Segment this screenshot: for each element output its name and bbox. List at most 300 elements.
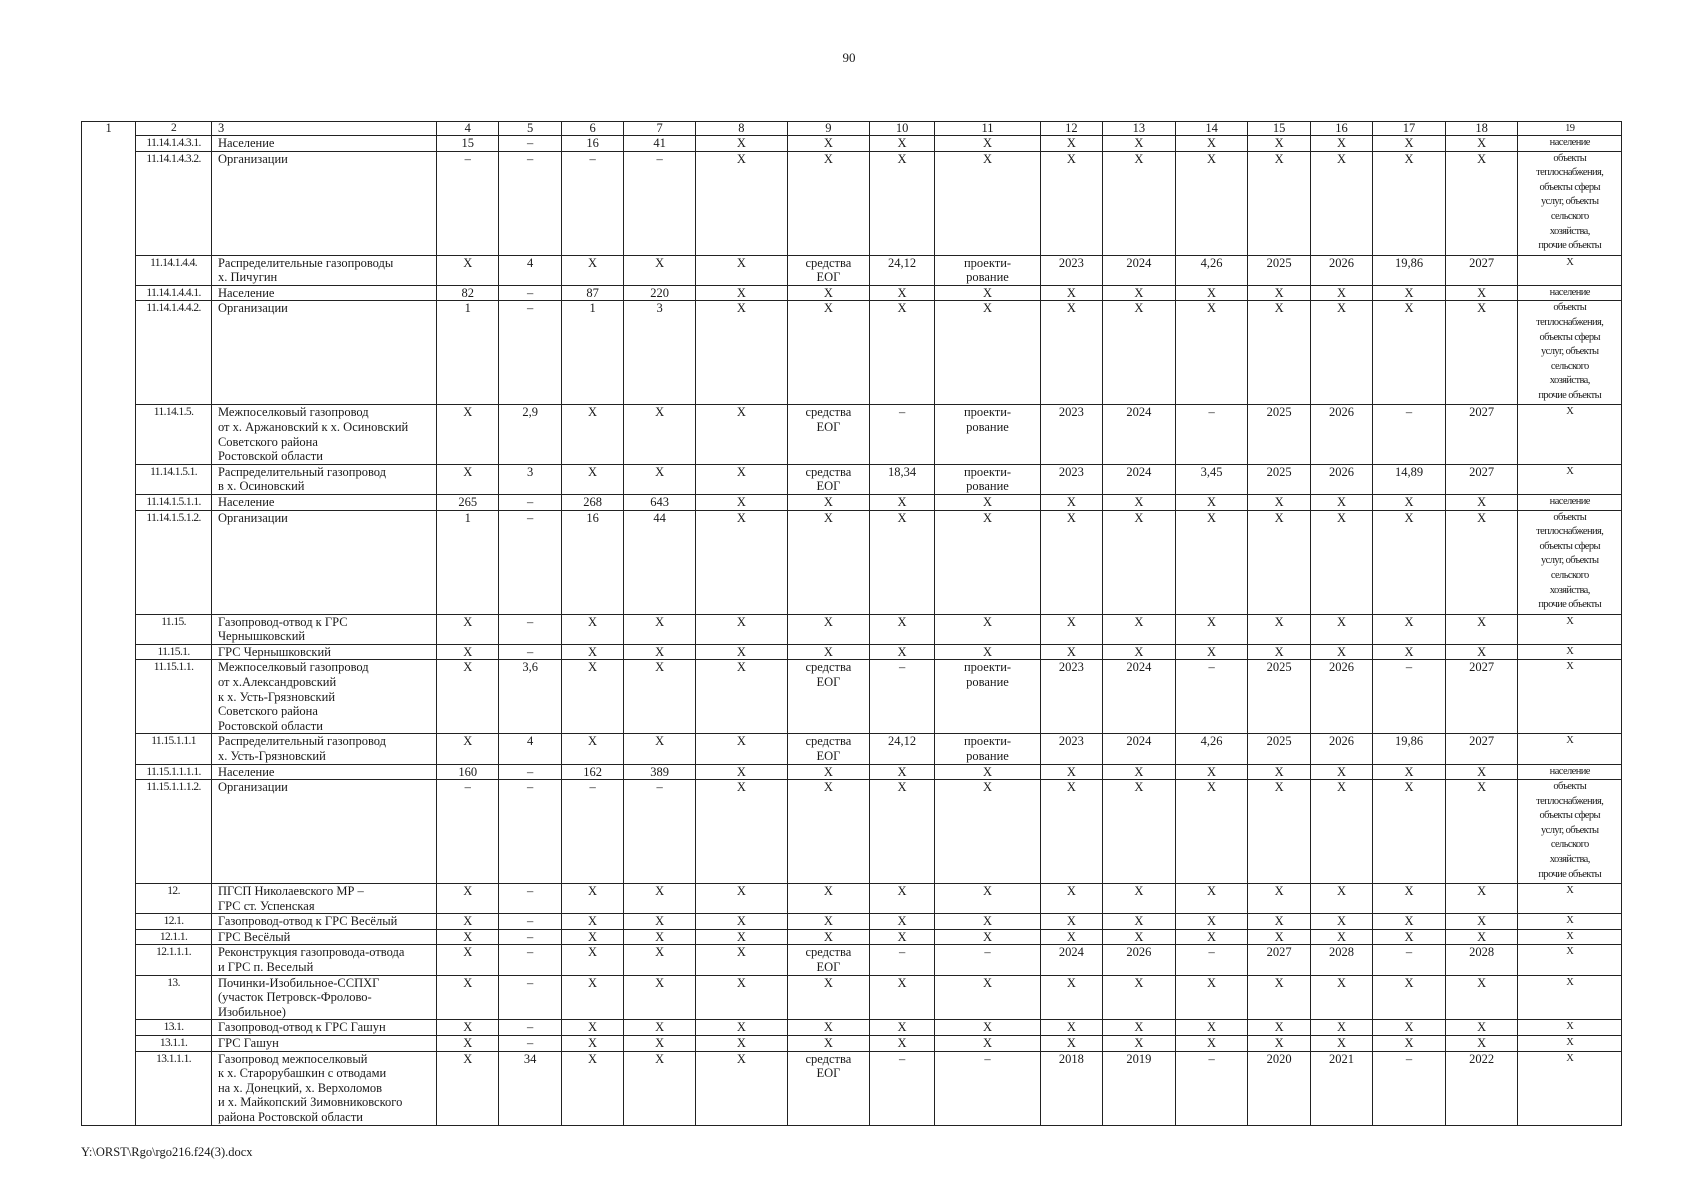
table-cell	[82, 884, 136, 914]
table-cell: –	[1373, 1051, 1446, 1125]
table-cell: Организации	[211, 780, 436, 884]
table-cell: X	[1445, 614, 1518, 644]
table-cell: X	[695, 255, 787, 285]
table-cell: проекти- рование	[935, 464, 1040, 494]
table-cell: X	[869, 1020, 934, 1036]
table-cell: X	[1373, 151, 1446, 255]
table-cell: X	[787, 136, 869, 152]
table-cell: X	[1040, 780, 1102, 884]
table-cell: X	[1373, 136, 1446, 152]
table-cell: X	[1518, 1051, 1622, 1125]
table-cell: население	[1518, 494, 1622, 510]
table-cell: 16	[561, 510, 623, 614]
table-cell: X	[1248, 285, 1310, 301]
table-cell: 34	[499, 1051, 561, 1125]
table-cell: X	[437, 734, 499, 764]
table-cell: X	[695, 405, 787, 464]
table-cell: X	[869, 614, 934, 644]
table-cell: –	[437, 780, 499, 884]
table-cell	[82, 301, 136, 405]
table-cell: средства ЕОГ	[787, 1051, 869, 1125]
table-cell: X	[1040, 285, 1102, 301]
table-cell: 11.14.1.4.4.1.	[136, 285, 212, 301]
table-cell: 13.1.1.	[136, 1036, 212, 1052]
table-cell: X	[437, 914, 499, 930]
table-cell: X	[1040, 884, 1102, 914]
table-cell: X	[1040, 136, 1102, 152]
table-cell: 2023	[1040, 464, 1102, 494]
table-row	[82, 464, 1622, 494]
table-cell: 2027	[1445, 405, 1518, 464]
table-cell: X	[1103, 510, 1176, 614]
table-cell: 2025	[1248, 734, 1310, 764]
table-cell: –	[499, 945, 561, 975]
table-cell: X	[437, 1051, 499, 1125]
table-cell: X	[624, 1051, 696, 1125]
table-cell: средства ЕОГ	[787, 660, 869, 734]
table-cell: 3,45	[1175, 464, 1248, 494]
table-cell: X	[1445, 1036, 1518, 1052]
table-row	[82, 1051, 1622, 1125]
table-cell: X	[935, 1020, 1040, 1036]
table-cell: X	[1175, 929, 1248, 945]
table-cell: X	[1175, 1036, 1248, 1052]
table-cell: 2024	[1103, 660, 1176, 734]
table-cell: X	[695, 285, 787, 301]
table-cell: X	[1310, 1020, 1372, 1036]
header-cell-13: 13	[1103, 122, 1176, 136]
table-cell: 2022	[1445, 1051, 1518, 1125]
table-cell: X	[624, 644, 696, 660]
table-cell: X	[1310, 929, 1372, 945]
table-cell: 11.14.1.4.3.1.	[136, 136, 212, 152]
table-cell: 11.15.1.1.1.2.	[136, 780, 212, 884]
table-cell: 82	[437, 285, 499, 301]
table-cell: X	[1445, 764, 1518, 780]
table-cell: X	[1445, 884, 1518, 914]
table-cell: 2025	[1248, 255, 1310, 285]
table-cell: X	[1310, 914, 1372, 930]
table-cell: –	[499, 614, 561, 644]
table-cell: 15	[437, 136, 499, 152]
table-cell: ГРС Весёлый	[211, 929, 436, 945]
table-cell: X	[1518, 884, 1622, 914]
header-cell-9: 9	[787, 122, 869, 136]
table-cell: X	[1248, 1020, 1310, 1036]
table-cell: 12.1.1.1.	[136, 945, 212, 975]
table-cell: Организации	[211, 510, 436, 614]
table-cell: X	[869, 929, 934, 945]
header-cell-19: 19	[1518, 122, 1622, 136]
table-cell: X	[1040, 151, 1102, 255]
table-cell: 2026	[1310, 464, 1372, 494]
table-cell: Газопровод-отвод к ГРС Весёлый	[211, 914, 436, 930]
table-cell: население	[1518, 136, 1622, 152]
table-cell: объекты теплоснабжения, объекты сферы услуг, объекты сельского хозяйства, прочие объекты	[1518, 510, 1622, 614]
table-cell: 2023	[1040, 660, 1102, 734]
table-cell: 11.14.1.4.4.2.	[136, 301, 212, 405]
table-cell: –	[499, 1036, 561, 1052]
table-cell	[82, 494, 136, 510]
table-cell: X	[1103, 914, 1176, 930]
table-cell: 11.15.1.1.	[136, 660, 212, 734]
table-cell: X	[1103, 151, 1176, 255]
gas-pipeline-table	[81, 121, 1622, 1126]
table-cell: X	[624, 660, 696, 734]
table-cell: X	[1310, 975, 1372, 1020]
table-cell: X	[1248, 510, 1310, 614]
table-cell: –	[1175, 660, 1248, 734]
table-cell: X	[561, 884, 623, 914]
table-cell: X	[935, 136, 1040, 152]
table-cell: X	[1310, 285, 1372, 301]
table-cell: X	[787, 1036, 869, 1052]
table-cell: –	[869, 1051, 934, 1125]
table-cell: X	[1445, 644, 1518, 660]
table-cell	[82, 614, 136, 644]
table-cell: X	[1373, 914, 1446, 930]
table-cell: X	[437, 929, 499, 945]
table-cell: X	[935, 780, 1040, 884]
table-cell: X	[787, 884, 869, 914]
table-cell: X	[869, 136, 934, 152]
table-cell: X	[787, 510, 869, 614]
table-cell	[82, 151, 136, 255]
table-row	[82, 255, 1622, 285]
table-cell: 2026	[1310, 660, 1372, 734]
table-cell: X	[1310, 301, 1372, 405]
table-cell: 24,12	[869, 255, 934, 285]
table-cell: 11.15.	[136, 614, 212, 644]
table-cell: X	[1310, 1036, 1372, 1052]
table-cell: X	[1373, 884, 1446, 914]
table-cell: X	[935, 494, 1040, 510]
table-cell: X	[1373, 644, 1446, 660]
table-cell: 2028	[1445, 945, 1518, 975]
table-cell: X	[1103, 136, 1176, 152]
table-cell: 2023	[1040, 734, 1102, 764]
table-cell: X	[869, 151, 934, 255]
table-cell: 11.15.1.	[136, 644, 212, 660]
table-cell: X	[935, 914, 1040, 930]
table-cell	[82, 1036, 136, 1052]
table-cell	[82, 464, 136, 494]
table-cell	[82, 929, 136, 945]
table-cell: X	[1445, 975, 1518, 1020]
table-cell: X	[1248, 780, 1310, 884]
table-cell: 19,86	[1373, 734, 1446, 764]
table-cell: X	[1040, 1036, 1102, 1052]
table-cell: 2027	[1445, 734, 1518, 764]
table-cell: X	[1103, 929, 1176, 945]
table-cell: 2024	[1040, 945, 1102, 975]
table-cell: 11.14.1.5.	[136, 405, 212, 464]
table-cell: Организации	[211, 151, 436, 255]
table-cell: X	[1373, 764, 1446, 780]
table-cell: 1	[437, 301, 499, 405]
table-cell: X	[561, 614, 623, 644]
table-cell: 2027	[1445, 464, 1518, 494]
table-cell: 87	[561, 285, 623, 301]
table-cell: X	[1103, 494, 1176, 510]
table-cell: X	[1248, 614, 1310, 644]
table-cell: 11.15.1.1.1.1.	[136, 764, 212, 780]
table-cell: X	[695, 764, 787, 780]
table-cell: X	[624, 1020, 696, 1036]
table-cell: 2025	[1248, 660, 1310, 734]
table-cell: 220	[624, 285, 696, 301]
table-cell: X	[1248, 136, 1310, 152]
table-cell: X	[561, 734, 623, 764]
table-cell: X	[437, 1036, 499, 1052]
table-cell: X	[1040, 614, 1102, 644]
table-cell: X	[561, 929, 623, 945]
table-cell: X	[1175, 914, 1248, 930]
table-cell: X	[869, 1036, 934, 1052]
table-cell: средства ЕОГ	[787, 734, 869, 764]
table-cell: –	[561, 151, 623, 255]
table-cell: X	[1103, 1020, 1176, 1036]
table-cell: X	[1445, 494, 1518, 510]
table-cell: объекты теплоснабжения, объекты сферы услуг, объекты сельского хозяйства, прочие объекты	[1518, 780, 1622, 884]
table-cell: X	[624, 929, 696, 945]
table-cell: X	[787, 151, 869, 255]
table-cell: –	[624, 780, 696, 884]
table-cell: Население	[211, 285, 436, 301]
table-cell: Население	[211, 764, 436, 780]
table-cell: население	[1518, 285, 1622, 301]
table-cell: 2024	[1103, 405, 1176, 464]
table-cell: X	[935, 151, 1040, 255]
table-cell: X	[1103, 614, 1176, 644]
table-cell: X	[1310, 136, 1372, 152]
table-cell: X	[624, 884, 696, 914]
table-cell: X	[1445, 285, 1518, 301]
table-cell: X	[1445, 510, 1518, 614]
table-cell: 2,9	[499, 405, 561, 464]
table-cell: X	[1248, 914, 1310, 930]
table-cell: X	[1040, 644, 1102, 660]
table-cell: X	[1248, 644, 1310, 660]
table-cell: X	[1518, 945, 1622, 975]
table-cell: проекти- рование	[935, 660, 1040, 734]
table-cell: Газопровод-отвод к ГРС Гашун	[211, 1020, 436, 1036]
table-cell: Распределительный газопровод х. Усть-Грязновский	[211, 734, 436, 764]
table-cell: X	[695, 1036, 787, 1052]
table-cell: X	[935, 644, 1040, 660]
table-cell: X	[695, 1020, 787, 1036]
table-cell	[82, 914, 136, 930]
table-cell: проекти- рование	[935, 405, 1040, 464]
table-row	[82, 405, 1622, 464]
table-cell: X	[1373, 780, 1446, 884]
table-cell: X	[561, 464, 623, 494]
table-cell: X	[695, 464, 787, 494]
table-cell: X	[787, 1020, 869, 1036]
header-cell-7: 7	[624, 122, 696, 136]
table-cell: 160	[437, 764, 499, 780]
table-cell: X	[1103, 301, 1176, 405]
table-cell: –	[499, 975, 561, 1020]
table-cell: X	[695, 975, 787, 1020]
table-cell: –	[499, 644, 561, 660]
table-cell: X	[1518, 929, 1622, 945]
table-cell: 4,26	[1175, 734, 1248, 764]
table-cell: X	[935, 764, 1040, 780]
table-cell: 2026	[1310, 255, 1372, 285]
table-cell: X	[1040, 301, 1102, 405]
table-cell: X	[1248, 301, 1310, 405]
table-cell: X	[787, 614, 869, 644]
table-cell: X	[1175, 494, 1248, 510]
table-cell: –	[499, 285, 561, 301]
table-cell: X	[935, 301, 1040, 405]
table-cell: X	[787, 494, 869, 510]
table-cell: X	[561, 945, 623, 975]
table-cell: Газопровод-отвод к ГРС Чернышковский	[211, 614, 436, 644]
table-cell: 2023	[1040, 255, 1102, 285]
table-cell: X	[695, 929, 787, 945]
table-cell: X	[869, 884, 934, 914]
table-cell: X	[1310, 510, 1372, 614]
table-cell: 265	[437, 494, 499, 510]
table-cell: X	[1040, 1020, 1102, 1036]
header-cell-8: 8	[695, 122, 787, 136]
table-cell: 268	[561, 494, 623, 510]
table-cell	[82, 285, 136, 301]
table-cell: X	[1518, 914, 1622, 930]
table-cell: Межпоселковый газопровод от х.Александровский к х. Усть-Грязновский Советского района Ростовской области	[211, 660, 436, 734]
table-cell: X	[561, 405, 623, 464]
table-cell: X	[624, 405, 696, 464]
table-cell: X	[935, 285, 1040, 301]
table-cell: X	[1445, 301, 1518, 405]
table-cell: X	[1310, 494, 1372, 510]
table-cell: –	[499, 136, 561, 152]
table-cell: X	[1248, 884, 1310, 914]
table-cell: X	[1175, 780, 1248, 884]
table-cell: 24,12	[869, 734, 934, 764]
table-cell: X	[1518, 1020, 1622, 1036]
table-cell: X	[1310, 644, 1372, 660]
table-cell: X	[1373, 1036, 1446, 1052]
table-cell: X	[1518, 975, 1622, 1020]
table-cell: X	[437, 884, 499, 914]
table-cell: X	[869, 494, 934, 510]
table-cell: X	[1373, 285, 1446, 301]
table-cell: ГРС Чернышковский	[211, 644, 436, 660]
table-cell: 1	[437, 510, 499, 614]
table-cell: –	[499, 301, 561, 405]
table-cell: X	[1248, 929, 1310, 945]
table-cell: Починки-Изобильное-ССПХГ (участок Петровск-Фролово- Изобильное)	[211, 975, 436, 1020]
header-cell-4: 4	[437, 122, 499, 136]
table-cell: X	[1248, 151, 1310, 255]
table-cell: средства ЕОГ	[787, 464, 869, 494]
table-cell: 11.14.1.5.1.	[136, 464, 212, 494]
table-cell: –	[869, 660, 934, 734]
table-cell: X	[1310, 764, 1372, 780]
table-cell: X	[1518, 660, 1622, 734]
table-cell: 44	[624, 510, 696, 614]
table-cell: –	[935, 945, 1040, 975]
table-cell: X	[1103, 975, 1176, 1020]
table-cell: X	[1445, 914, 1518, 930]
table-cell: X	[1518, 734, 1622, 764]
table-cell: X	[437, 405, 499, 464]
table-cell: 3,6	[499, 660, 561, 734]
table-cell: X	[1373, 510, 1446, 614]
table-cell: X	[437, 945, 499, 975]
table-cell: X	[1248, 975, 1310, 1020]
table-cell: проекти- рование	[935, 255, 1040, 285]
table-cell: X	[935, 884, 1040, 914]
table-cell: X	[869, 301, 934, 405]
table-cell: X	[1445, 136, 1518, 152]
table-cell: Реконструкция газопровода-отвода и ГРС п. Веселый	[211, 945, 436, 975]
table-cell: X	[561, 1051, 623, 1125]
table-cell: X	[1248, 494, 1310, 510]
table-cell	[82, 136, 136, 152]
table-cell	[82, 644, 136, 660]
table-cell: X	[1518, 1036, 1622, 1052]
table-cell: X	[695, 780, 787, 884]
table-row	[82, 780, 1622, 884]
header-cell-2: 2	[136, 122, 212, 136]
table-cell: 2027	[1248, 945, 1310, 975]
table-cell: –	[499, 914, 561, 930]
table-cell: 16	[561, 136, 623, 152]
table-cell: –	[1373, 405, 1446, 464]
table-cell: 14,89	[1373, 464, 1446, 494]
header-cell-15: 15	[1248, 122, 1310, 136]
table-cell: 2024	[1103, 255, 1176, 285]
table-cell: X	[1310, 780, 1372, 884]
table-cell: X	[787, 914, 869, 930]
table-cell: Организации	[211, 301, 436, 405]
table-cell: X	[1040, 914, 1102, 930]
table-cell: 2024	[1103, 734, 1176, 764]
table-cell: X	[1518, 614, 1622, 644]
table-cell	[82, 255, 136, 285]
table-cell: X	[1445, 151, 1518, 255]
table-cell: 41	[624, 136, 696, 152]
table-row	[82, 914, 1622, 930]
header-cell-12: 12	[1040, 122, 1102, 136]
table-cell: X	[1518, 405, 1622, 464]
table-cell: объекты теплоснабжения, объекты сферы услуг, объекты сельского хозяйства, прочие объекты	[1518, 151, 1622, 255]
table-cell: X	[1310, 614, 1372, 644]
table-cell: –	[869, 945, 934, 975]
table-cell: –	[499, 494, 561, 510]
table-cell: X	[935, 510, 1040, 614]
table-cell: X	[624, 255, 696, 285]
table-cell: 13.1.	[136, 1020, 212, 1036]
table-cell: X	[437, 975, 499, 1020]
table-cell: X	[869, 764, 934, 780]
header-row	[82, 122, 1622, 136]
table-cell: средства ЕОГ	[787, 255, 869, 285]
table-cell: X	[437, 644, 499, 660]
table-cell: X	[561, 1020, 623, 1036]
table-cell: X	[695, 1051, 787, 1125]
table-cell: X	[787, 764, 869, 780]
header-cell-3: 3	[211, 122, 436, 136]
table-row	[82, 734, 1622, 764]
table-cell: объекты теплоснабжения, объекты сферы услуг, объекты сельского хозяйства, прочие объекты	[1518, 301, 1622, 405]
table-row	[82, 614, 1622, 644]
header-cell-11: 11	[935, 122, 1040, 136]
